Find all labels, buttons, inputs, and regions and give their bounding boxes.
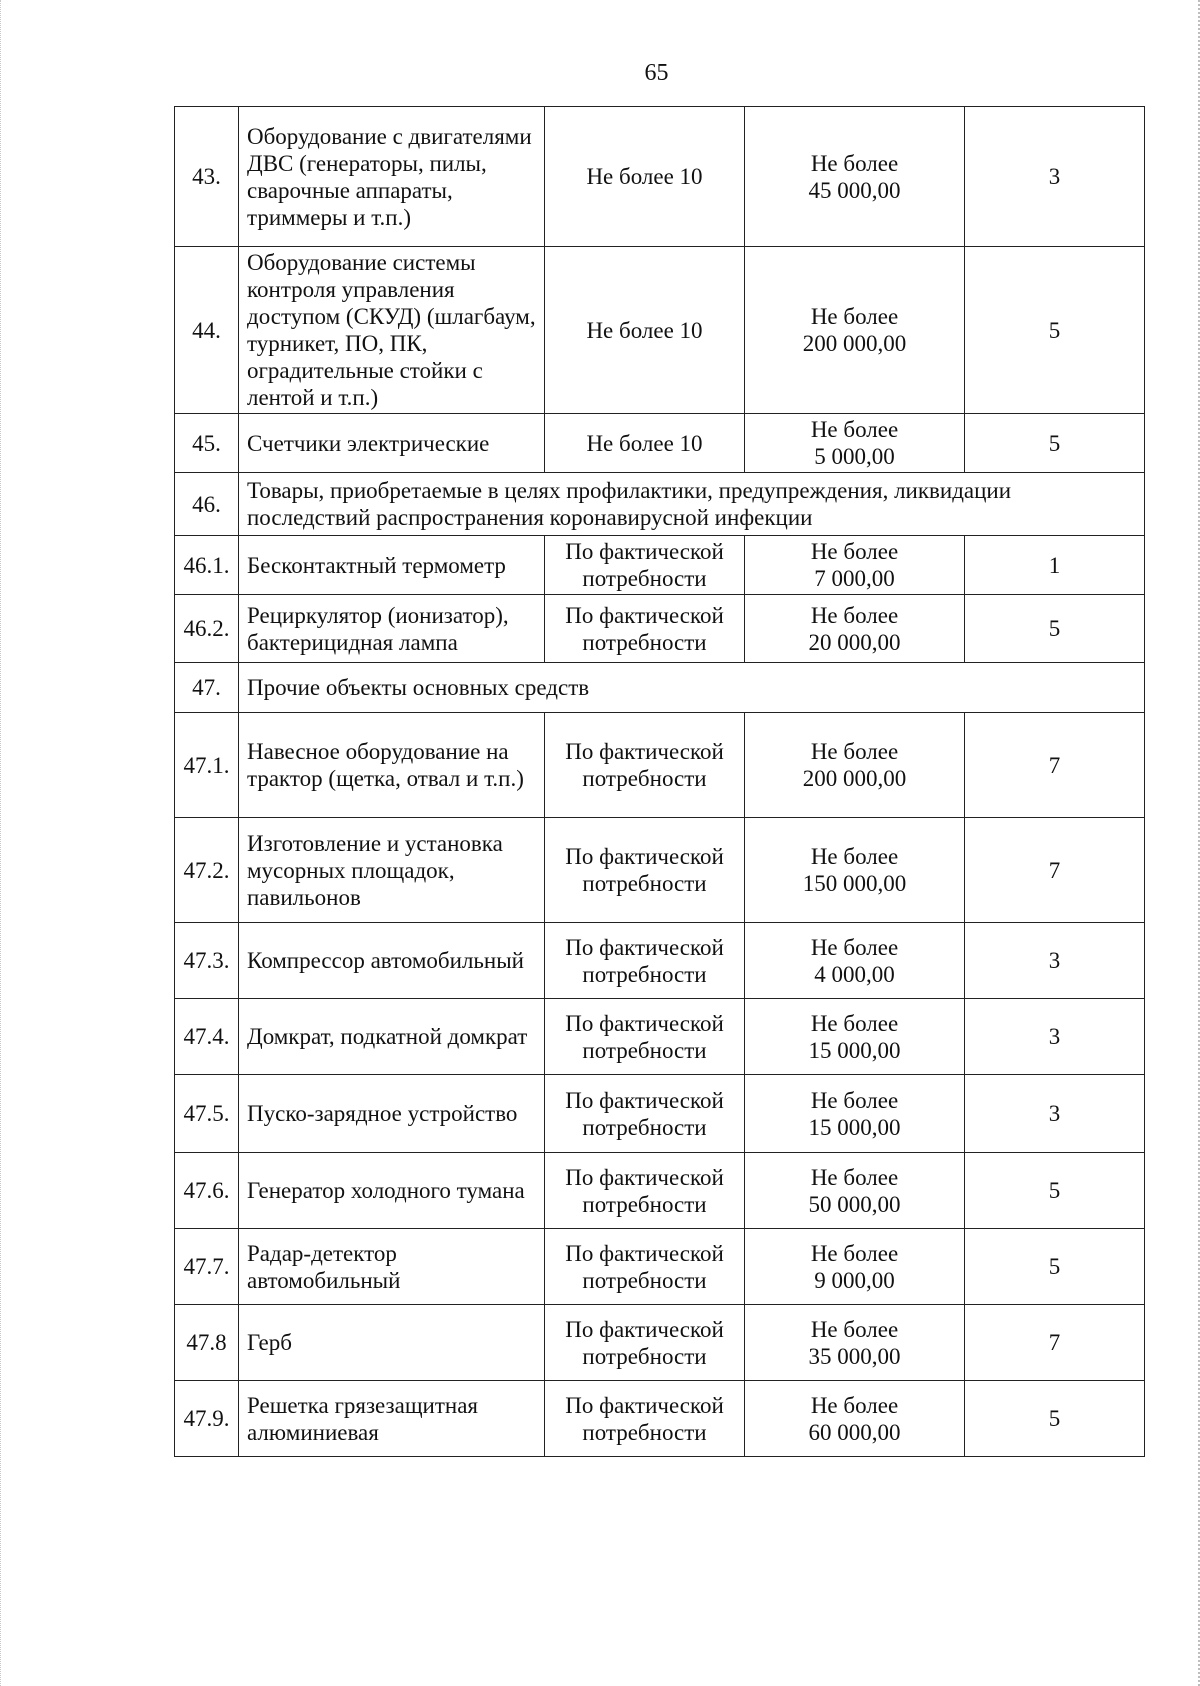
service-life-cell: 5 bbox=[965, 1153, 1145, 1229]
item-name: Генератор холодного тумана bbox=[239, 1153, 545, 1229]
price-line: 35 000,00 bbox=[808, 1343, 901, 1369]
quantity-cell bbox=[545, 818, 745, 923]
price-line: Не более bbox=[810, 150, 899, 176]
table-row bbox=[175, 923, 1145, 999]
service-life-cell: 5 bbox=[965, 1381, 1145, 1457]
price-cell bbox=[745, 1075, 965, 1153]
item-name: Оборудование системы контроля управления доступом (СКУД) (шлагбаум, турникет, ПО, ПК, оградительные стойки с лентой и т.п.) bbox=[239, 247, 545, 414]
price-cell bbox=[745, 923, 965, 999]
price-cell bbox=[745, 1305, 965, 1381]
service-life-cell: 7 bbox=[965, 818, 1145, 923]
service-life-cell: 1 bbox=[965, 536, 1145, 595]
item-name: Счетчики электрические bbox=[239, 414, 545, 473]
quantity-line: потребности bbox=[582, 1419, 707, 1445]
quantity-line: потребности bbox=[582, 566, 707, 591]
item-name: Компрессор автомобильный bbox=[239, 923, 545, 999]
price-cell bbox=[745, 1229, 965, 1305]
quantity-line: По фактической bbox=[565, 1392, 724, 1418]
row-number: 46.1. bbox=[175, 536, 239, 595]
price-line: Не более bbox=[810, 1087, 899, 1113]
price-line: Не более bbox=[810, 602, 899, 628]
quantity-line: По фактической bbox=[565, 1316, 724, 1342]
quantity-line: потребности bbox=[582, 1191, 707, 1217]
price-line: Не более bbox=[810, 1392, 899, 1418]
quantity-line: По фактической bbox=[565, 739, 724, 764]
item-name: Бесконтактный термометр bbox=[239, 536, 545, 595]
row-number: 44. bbox=[175, 247, 239, 414]
quantity-cell bbox=[545, 1229, 745, 1305]
quantity-line: Не более 10 bbox=[586, 317, 703, 343]
table-row bbox=[175, 536, 1145, 595]
row-number: 47.1. bbox=[175, 713, 239, 818]
price-line: 9 000,00 bbox=[814, 1267, 895, 1293]
row-number: 46.2. bbox=[175, 595, 239, 663]
group-row bbox=[175, 663, 1145, 713]
quantity-cell bbox=[545, 713, 745, 818]
service-life-cell: 3 bbox=[965, 1075, 1145, 1153]
quantity-cell bbox=[545, 107, 745, 247]
service-life-cell: 3 bbox=[965, 107, 1145, 247]
item-name: Пуско-зарядное устройство bbox=[239, 1075, 545, 1153]
service-life-cell: 7 bbox=[965, 713, 1145, 818]
row-number: 47.8 bbox=[175, 1305, 239, 1381]
table-row bbox=[175, 595, 1145, 663]
quantity-line: Не более 10 bbox=[586, 430, 703, 456]
quantity-cell bbox=[545, 414, 745, 473]
price-line: Не более bbox=[810, 1240, 899, 1266]
price-line: 45 000,00 bbox=[808, 177, 901, 203]
quantity-line: потребности bbox=[582, 1037, 707, 1063]
service-life-cell: 5 bbox=[965, 1229, 1145, 1305]
price-line: 15 000,00 bbox=[808, 1114, 901, 1140]
quantity-line: Не более 10 bbox=[586, 164, 703, 189]
price-line: 20 000,00 bbox=[808, 629, 901, 655]
price-line: 200 000,00 bbox=[802, 331, 907, 356]
service-life-cell: 3 bbox=[965, 999, 1145, 1075]
quantity-line: По фактической bbox=[565, 1240, 724, 1266]
quantity-cell bbox=[545, 247, 745, 414]
price-line: Не более bbox=[810, 1164, 899, 1190]
row-number: 47.2. bbox=[175, 818, 239, 923]
quantity-line: По фактической bbox=[565, 844, 724, 869]
service-life-cell: 5 bbox=[965, 595, 1145, 663]
quantity-line: По фактической bbox=[565, 1010, 724, 1036]
row-number: 47.7. bbox=[175, 1229, 239, 1305]
page-number: 65 bbox=[644, 60, 669, 86]
quantity-line: По фактической bbox=[565, 602, 724, 628]
price-line: 200 000,00 bbox=[802, 766, 907, 791]
row-number: 47.6. bbox=[175, 1153, 239, 1229]
row-number: 47.3. bbox=[175, 923, 239, 999]
price-line: Не более bbox=[810, 539, 899, 564]
quantity-cell bbox=[545, 1075, 745, 1153]
price-line: Не более bbox=[810, 304, 899, 329]
price-cell bbox=[745, 414, 965, 473]
price-cell bbox=[745, 818, 965, 923]
item-name: Домкрат, подкатной домкрат bbox=[239, 999, 545, 1075]
service-life-cell: 3 bbox=[965, 923, 1145, 999]
quantity-line: По фактической bbox=[565, 934, 724, 960]
quantity-line: потребности bbox=[582, 629, 707, 655]
quantity-line: потребности bbox=[582, 766, 707, 791]
service-life-cell: 5 bbox=[965, 414, 1145, 473]
price-line: 150 000,00 bbox=[802, 871, 907, 896]
price-cell bbox=[745, 999, 965, 1075]
quantity-line: потребности bbox=[582, 871, 707, 896]
table-row bbox=[175, 1075, 1145, 1153]
price-cell bbox=[745, 713, 965, 818]
quantity-cell bbox=[545, 923, 745, 999]
price-line: Не более bbox=[810, 844, 899, 869]
table-row bbox=[175, 1381, 1145, 1457]
quantity-cell bbox=[545, 1305, 745, 1381]
price-cell bbox=[745, 1153, 965, 1229]
quantity-cell bbox=[545, 999, 745, 1075]
norms-table bbox=[174, 106, 1145, 1457]
price-line: 5 000,00 bbox=[814, 444, 895, 469]
price-line: 7 000,00 bbox=[814, 566, 895, 591]
quantity-cell bbox=[545, 1381, 745, 1457]
table-row bbox=[175, 247, 1145, 414]
service-life-cell: 7 bbox=[965, 1305, 1145, 1381]
price-line: Не более bbox=[810, 1010, 899, 1036]
item-name: Навесное оборудование на трактор (щетка, отвал и т.п.) bbox=[239, 713, 545, 818]
table-body bbox=[175, 107, 1145, 1457]
price-cell bbox=[745, 595, 965, 663]
table-row bbox=[175, 107, 1145, 247]
scan-edge-left bbox=[0, 0, 5, 1686]
group-title: Товары, приобретаемые в целях профилактики, предупреждения, ликвидации последствий распространения коронавирусной инфекции bbox=[239, 473, 1145, 536]
row-number: 43. bbox=[175, 107, 239, 247]
item-name: Радар-детектор автомобильный bbox=[239, 1229, 545, 1305]
service-life-cell: 5 bbox=[965, 247, 1145, 414]
price-line: Не более bbox=[810, 739, 899, 764]
quantity-line: потребности bbox=[582, 961, 707, 987]
price-line: Не более bbox=[810, 417, 899, 442]
row-number: 47. bbox=[175, 663, 239, 713]
table-row bbox=[175, 818, 1145, 923]
table-row bbox=[175, 713, 1145, 818]
quantity-line: По фактической bbox=[565, 1164, 724, 1190]
quantity-line: По фактической bbox=[565, 539, 724, 564]
price-cell bbox=[745, 536, 965, 595]
item-name: Рециркулятор (ионизатор), бактерицидная лампа bbox=[239, 595, 545, 663]
price-line: Не более bbox=[810, 1316, 899, 1342]
price-cell bbox=[745, 107, 965, 247]
price-line: 60 000,00 bbox=[808, 1419, 901, 1445]
row-number: 47.4. bbox=[175, 999, 239, 1075]
quantity-cell bbox=[545, 595, 745, 663]
table-row bbox=[175, 999, 1145, 1075]
table-row bbox=[175, 1305, 1145, 1381]
row-number: 47.9. bbox=[175, 1381, 239, 1457]
quantity-cell bbox=[545, 1153, 745, 1229]
price-line: 4 000,00 bbox=[814, 961, 895, 987]
price-line: Не более bbox=[810, 934, 899, 960]
quantity-line: потребности bbox=[582, 1343, 707, 1369]
quantity-cell bbox=[545, 536, 745, 595]
scan-edge-right bbox=[1192, 0, 1200, 1686]
item-name: Герб bbox=[239, 1305, 545, 1381]
row-number: 47.5. bbox=[175, 1075, 239, 1153]
price-cell bbox=[745, 1381, 965, 1457]
price-cell bbox=[745, 247, 965, 414]
row-number: 45. bbox=[175, 414, 239, 473]
quantity-line: потребности bbox=[582, 1267, 707, 1293]
group-title: Прочие объекты основных средств bbox=[239, 663, 1145, 713]
quantity-line: потребности bbox=[582, 1114, 707, 1140]
item-name: Решетка грязезащитная алюминиевая bbox=[239, 1381, 545, 1457]
row-number: 46. bbox=[175, 473, 239, 536]
item-name: Оборудование с двигателями ДВС (генераторы, пилы, сварочные аппараты, триммеры и т.п.) bbox=[239, 107, 545, 247]
table-row bbox=[175, 1229, 1145, 1305]
item-name: Изготовление и установка мусорных площадок, павильонов bbox=[239, 818, 545, 923]
price-line: 50 000,00 bbox=[808, 1191, 901, 1217]
group-row bbox=[175, 473, 1145, 536]
price-line: 15 000,00 bbox=[808, 1037, 901, 1063]
table-row bbox=[175, 1153, 1145, 1229]
quantity-line: По фактической bbox=[565, 1087, 724, 1113]
table-row bbox=[175, 414, 1145, 473]
